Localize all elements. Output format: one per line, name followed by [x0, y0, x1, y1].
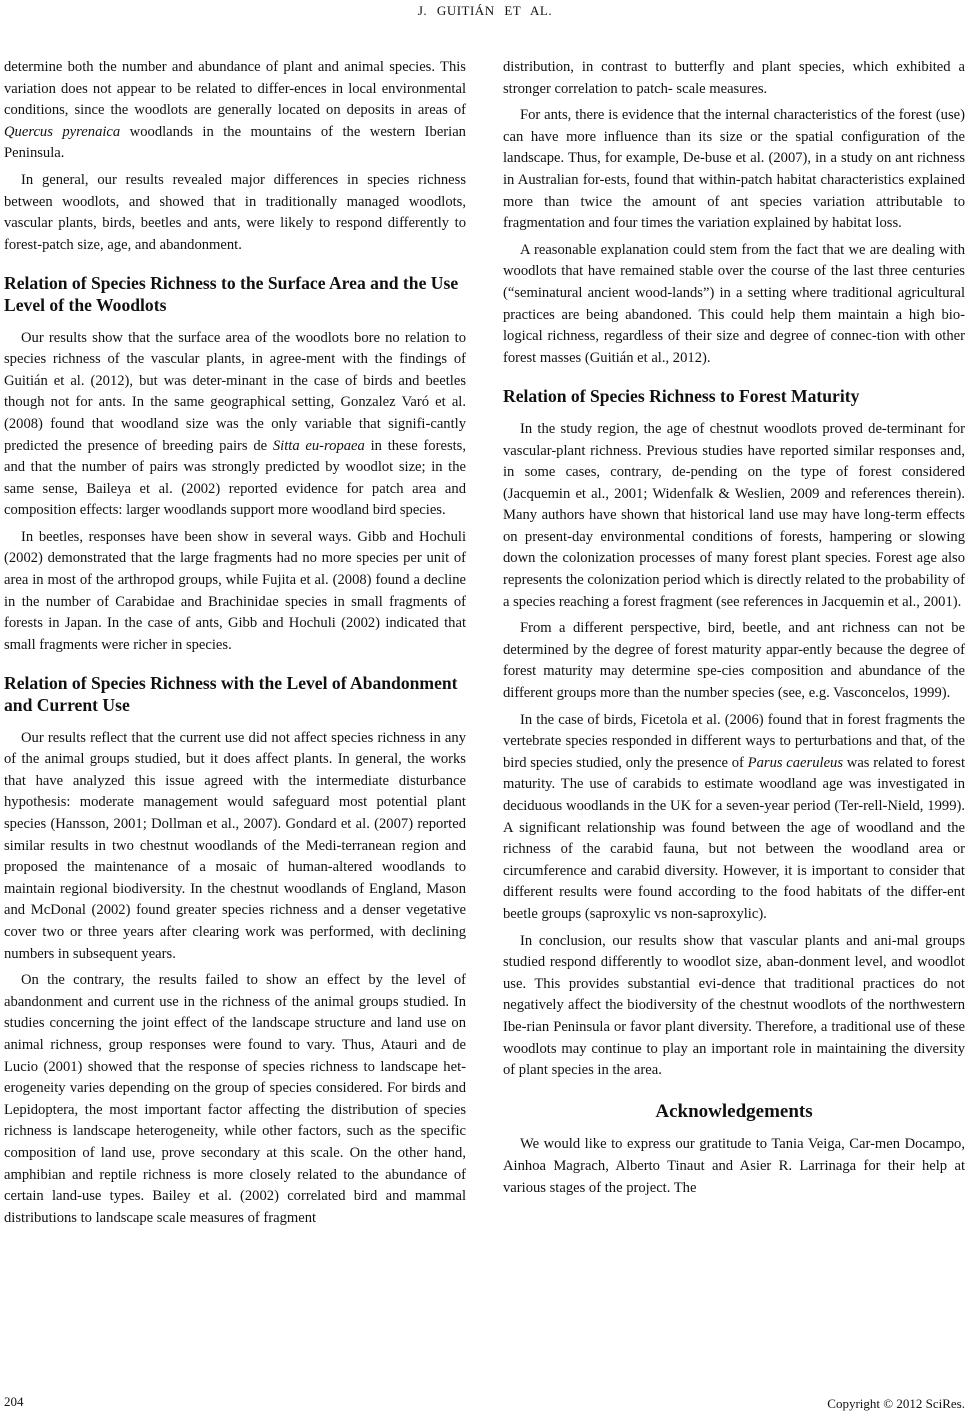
left-column [4, 57, 466, 1229]
paragraph: In the case of birds, Ficetola et al. (2006) found that in forest fragments the vertebrate species responded in different ways to perturbations and that, of the bird species studied, only the presence of Parus caeruleus was related to forest maturity. The use of carabids to estimate woodland age was investigated in deciduous woodlands in the UK for a seven-year period (Ter-rell-Nield, 1999). A significant relationship was found between the age of woodland and the richness of the carabid fauna, but not between the woodland area or circumference and carabid diversity. However, it is important to consider that different results were found according to the food habitats of the differ-ent beetle groups (saproxylic vs non-saproxylic). [503, 711, 965, 922]
paragraph: distribution, in contrast to butterfly and plant species, which exhibited a stronger correlation to patch- scale measures. [503, 59, 965, 97]
page-number: 204 [4, 1394, 24, 1409]
paragraph: For ants, there is evidence that the internal characteristics of the forest (use) can have more influence than its size or the spatial configuration of the landscape. Thus, for example, De-buse et al. (2007), in a study on ant richness in Australian for-ests, found that within-patch habitat characteristics explained more than twice the amount of ant species variation attributable to fragmentation and four times the variation explained by habitat loss. [503, 107, 965, 232]
section-heading: Relation of Species Richness to the Surface Area and the Use Level of the Woodlots [4, 273, 459, 315]
section-heading: Relation of Species Richness to Forest Maturity [503, 386, 860, 407]
paragraph: A reasonable explanation could stem from the fact that we are dealing with woodlots that have remained stable over the course of the last three centuries (“seminatural ancient wood-lands”) in a setting where traditional agricultural practices are being abandoned. This could help them maintain a high bio-logical richness, regardless of their size and degree of connec-tion with other forest masses (Guitián et al., 2012). [503, 241, 965, 366]
paragraph: In general, our results revealed major differences in species richness between woodlots, and showed that in traditionally managed woodlots, vascular plants, birds, beetles and ants, were likely to respond differently to forest-patch size, age, and abandonment. [4, 171, 466, 253]
paragraph: In conclusion, our results show that vascular plants and ani-mal groups studied respond differently to woodlot size, aban-donment level, and woodlot use. This provides substantial evi-dence that traditional practices do not negatively affect the biodiversity of the chestnut woodlots of the northwestern Ibe-rian Peninsula or favor plant diversity. Therefore, a traditional use of these woodlots may continue to play an important role in maintaining the diversity of plant species in the area. [503, 932, 965, 1079]
paragraph: We would like to express our gratitude to Tania Veiga, Car-men Docampo, Ainhoa Magrach, Alberto Tinaut and Asier R. Larrinaga for their help at various stages of the project. The [503, 1136, 965, 1196]
right-column [503, 57, 965, 1199]
paragraph: In the study region, the age of chestnut woodlots proved de-terminant for vascular-plant richness. Previous studies have reported similar responses and, in some cases, contrary, de-pending on the type of forest considered (Jacquemin et al., 2001; Widenfalk & Weslien, 2009 and references therein). Many authors have shown that historical land use may have long-term effects on present-day environmental conditions of forests, hampering or slowing down the colonization processes of many forest plant species. Forest age also represents the colonization period which is directly related to the probability of a species reaching a forest fragment (see references in Jacquemin et al., 2001). [503, 420, 965, 610]
running-head: J. GUITIÁN ET AL. [417, 3, 553, 18]
paragraph: Our results show that the surface area of the woodlots bore no relation to species richness of the vascular plants, in agree-ment with the findings of Guitián et al. (2012), but was deter-minant in the case of birds and beetles though not for ants. In the same geographical setting, Gonzalez Varó et al. (2008) found that woodland size was the only variable that signifi-cantly predicted the presence of breeding pairs de Sitta eu-ropaea in these forests, and that the number of pairs was strongly predicted by woodlot size; in the same sense, Baileya et al. (2002) reported evidence for patch area and composition effects: larger woodlands support more woodland bird species. [4, 329, 467, 519]
paragraph: On the contrary, the results failed to show an effect by the level of abandonment and current use in the richness of the animal groups studied. In studies concerning the joint effect of the landscape structure and land use on animal richness, group responses were found to vary. Thus, Atauri and de Lucio (2001) showed that the response of species richness to landscape het-erogeneity varies depending on the group of species considered. For birds and Lepidoptera, the most important factor affecting the distribution of species richness is landscape heterogeneity, while other factors, such as the specific composition of land use, prove secondary at this scale. On the other hand, amphibian and reptile richness is more closely related to the abundance of certain land-use types. Bailey et al. (2002) correlated bird and mammal distributions to landscape scale measures of fragment [4, 972, 466, 1226]
acknowledgements-heading: Acknowledgements [655, 1100, 813, 1122]
section-heading: Relation of Species Richness with the Level of Abandonment and Current Use [4, 673, 458, 716]
paragraph: Our results reflect that the current use did not affect species richness in any of the animal groups studied, but it does affect plants. In general, the works that have analyzed this issue agreed with the intermediate disturbance hypothesis: moderate management would safeguard most potential plant species (Hansson, 2001; Dollman et al., 2007). Gondard et al. (2007) reported similar results in two chestnut woodlands of the Medi-terranean region and proposed the maintenance of a mosaic of human-altered woodlands to maintain regional biodiversity. In the chestnut woodlands of England, Mason and McDonal (2002) found greater species richness and a denser vegetative cover two or three years after clearing work was performed, with declining numbers in subsequent years. [4, 729, 466, 962]
paragraph: From a different perspective, bird, beetle, and ant richness can not be determined by the degree of forest maturity appar-ently because the degree of forest maturity may determine spe-cies composition and abundance of the different groups more than the number species (see, e.g. Vasconcelos, 1999). [503, 620, 965, 702]
paragraph: determine both the number and abundance of plant and animal species. This variation does not appear to be related to differ-ences in local environmental conditions, since the woodlots are generally located on deposits in areas of Quercus pyrenaica woodlands in the mountains of the western Iberian Peninsula. [4, 59, 466, 162]
copyright-notice: Copyright © 2012 SciRes. [827, 1396, 965, 1411]
paragraph: In beetles, responses have been show in several ways. Gibb and Hochuli (2002) demonstrated that the large fragments had no more species per unit of area in most of the arthropod groups, while Fujita et al. (2008) found a decline in the number of Carabidae and Brachinidae species in small fragments of forests in Japan. In the case of ants, Gibb and Hochuli (2002) indicated that small fragments were richer in species. [4, 528, 466, 653]
